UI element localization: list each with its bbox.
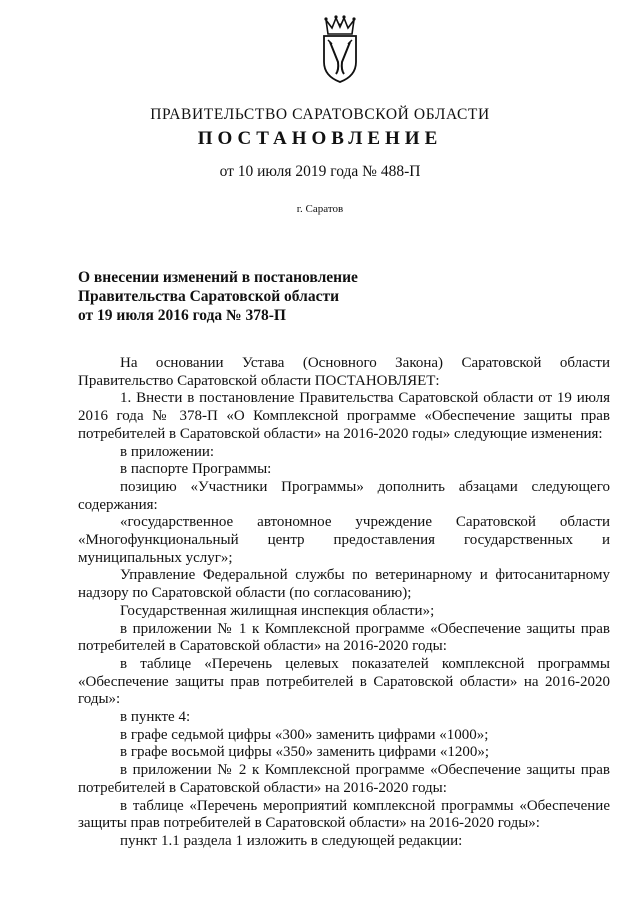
body-paragraph: в таблице «Перечень мероприятий комплексной программы «Обеспечение защиты прав потребителей в Саратовской области» на 2016-2020 годы»: — [78, 797, 610, 832]
body-paragraph: в графе восьмой цифры «350» заменить цифрами «1200»; — [120, 744, 490, 761]
body-paragraph: «государственное автономное учреждение Саратовской области «Многофункциональный центр предоставления государственных и муниципальных услуг»; — [78, 514, 610, 566]
body-paragraph: Управление Федеральной службы по ветеринарному и фитосанитарному надзору по Саратовской области (по согласованию); — [78, 567, 610, 602]
title-line: от 19 июля 2016 года № 378-П — [78, 307, 286, 324]
body-paragraph: в приложении № 2 к Комплексной программе «Обеспечение защиты прав потребителей в Саратовской области» на 2016-2020 годы: — [78, 762, 610, 796]
body-paragraph: пункт 1.1 раздела 1 изложить в следующей редакции: — [120, 832, 463, 849]
body-paragraph: в приложении: — [120, 443, 215, 460]
title-line: О внесении изменений в постановление — [78, 269, 358, 286]
document-title — [78, 268, 398, 325]
title-line: Правительства Саратовской области — [78, 288, 339, 305]
government-name: ПРАВИТЕЛЬСТВО САРАТОВСКОЙ ОБЛАСТИ — [150, 106, 490, 123]
body-paragraph: в графе седьмой цифры «300» заменить цифрами «1000»; — [120, 726, 489, 743]
document-date-number: от 10 июля 2019 года № 488-П — [219, 163, 421, 180]
body-paragraph: позицию «Участники Программы» дополнить абзацами следующего содержания: — [78, 478, 610, 513]
body-paragraph: в пункте 4: — [120, 709, 191, 726]
body-paragraph: На основании Устава (Основного Закона) Саратовской области Правительство Саратовской области ПОСТАНОВЛЯЕТ: — [78, 355, 610, 389]
body-paragraph: в паспорте Программы: — [120, 461, 272, 478]
document-type: ПОСТАНОВЛЕНИЕ — [197, 128, 443, 149]
document-city: г. Саратов — [296, 203, 344, 215]
body-paragraph: Государственная жилищная инспекция области»; — [120, 602, 435, 619]
document-body — [78, 355, 610, 851]
body-paragraph: в таблице «Перечень целевых показателей комплексной программы «Обеспечение защиты прав потребителей в Саратовской области» на 2016-2020 годы»: — [78, 655, 610, 708]
body-paragraph: 1. Внести в постановление Правительства Саратовской области от 19 июля 2016 года № 378-П «О Комплексной программе «Обеспечение защиты прав потребителей в Саратовской области» на 2016-2020 годы» следующие изменения: — [78, 390, 610, 442]
saratov-coat-of-arms-icon — [318, 14, 362, 84]
body-paragraph: в приложении № 1 к Комплексной программе «Обеспечение защиты прав потребителей в Саратовской области» на 2016-2020 годы: — [78, 620, 610, 655]
